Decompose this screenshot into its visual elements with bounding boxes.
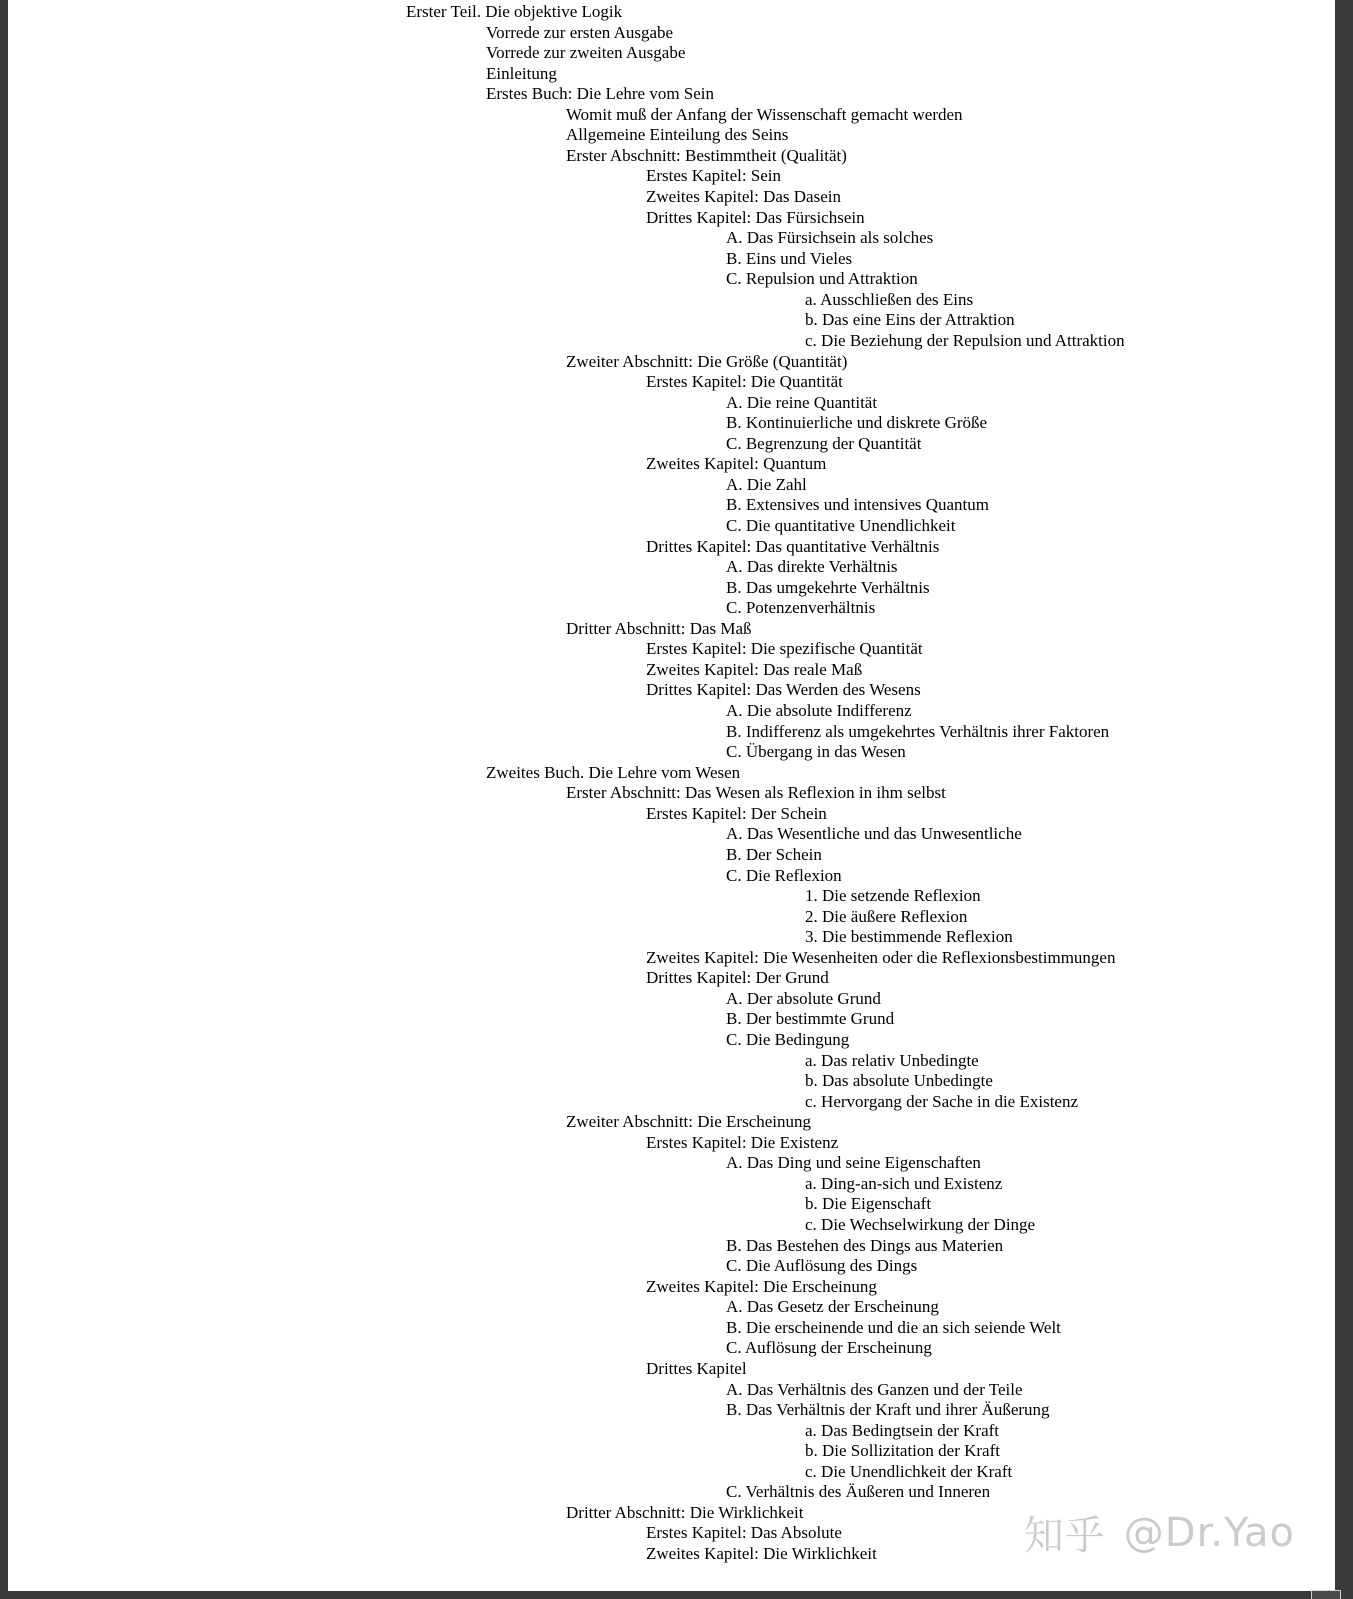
toc-entry-level-4: B. Indifferenz als umgekehrtes Verhältnis ihrer Faktoren: [726, 721, 1110, 741]
toc-entry-level-4: A. Der absolute Grund: [726, 988, 881, 1008]
watermark-handle: @Dr.Yao: [1123, 1509, 1295, 1556]
toc-entry-level-3: Zweites Kapitel: Das Dasein: [646, 187, 841, 207]
toc-entry-level-4: B. Extensives und intensives Quantum: [726, 495, 990, 515]
toc-entry-level-5: b. Das eine Eins der Attraktion: [805, 310, 1015, 330]
toc-entry-level-4: B. Das umgekehrte Verhältnis: [726, 577, 930, 597]
toc-entry-level-4: B. Eins und Vieles: [726, 248, 853, 268]
toc-entry-level-4: C. Verhältnis des Äußeren und Inneren: [726, 1482, 991, 1502]
toc-entry-level-4: B. Das Bestehen des Dings aus Materien: [726, 1235, 1004, 1255]
toc-entry-level-2: Zweiter Abschnitt: Die Größe (Quantität): [566, 351, 848, 371]
toc-entry-level-5: a. Ausschließen des Eins: [805, 289, 974, 309]
toc-entry-level-3: Zweites Kapitel: Die Wesenheiten oder die Reflexionsbestimmungen: [646, 947, 1116, 967]
toc-entry-level-4: B. Der Schein: [726, 844, 822, 864]
toc-entry-level-5: 3. Die bestimmende Reflexion: [805, 927, 1013, 947]
toc-entry-level-4: A. Das Fürsichsein als solches: [726, 228, 934, 248]
toc-entry-level-1: Vorrede zur zweiten Ausgabe: [486, 43, 686, 63]
toc-entry-level-5: 2. Die äußere Reflexion: [805, 906, 968, 926]
toc-entry-level-4: B. Die erscheinende und die an sich seiende Welt: [726, 1317, 1061, 1337]
toc-entry-level-0: Erster Teil. Die objektive Logik: [406, 2, 623, 21]
toc-entry-level-4: C. Auflösung der Erscheinung: [726, 1338, 932, 1358]
toc-entry-level-2: Zweiter Abschnitt: Die Erscheinung: [566, 1112, 812, 1132]
toc-entry-level-4: C. Übergang in das Wesen: [726, 742, 906, 762]
toc-entry-level-4: C. Potenzenverhältnis: [726, 598, 876, 618]
toc-entry-level-2: Dritter Abschnitt: Die Wirklichkeit: [566, 1502, 804, 1522]
toc-entry-level-2: Dritter Abschnitt: Das Maß: [566, 618, 752, 638]
toc-entry-level-1: Zweites Buch. Die Lehre vom Wesen: [486, 762, 741, 782]
toc-entry-level-3: Erstes Kapitel: Der Schein: [646, 803, 827, 823]
toc-entry-level-5: c. Die Unendlichkeit der Kraft: [805, 1461, 1013, 1481]
toc-entry-level-5: c. Die Beziehung der Repulsion und Attraktion: [805, 330, 1125, 350]
toc-entry-level-3: Erstes Kapitel: Die Existenz: [646, 1132, 839, 1152]
toc-entry-level-4: C. Die Auflösung des Dings: [726, 1256, 918, 1276]
watermark-brand: 知乎: [1023, 1513, 1106, 1559]
toc-entry-level-3: Zweites Kapitel: Das reale Maß: [646, 659, 863, 679]
toc-entry-level-3: Zweites Kapitel: Die Wirklichkeit: [646, 1544, 877, 1563]
toc-entry-level-5: a. Das Bedingtsein der Kraft: [805, 1420, 1000, 1440]
watermark: [1024, 1504, 1295, 1561]
toc-entry-level-4: A. Die reine Quantität: [726, 392, 878, 412]
toc-entry-level-3: Drittes Kapitel: Der Grund: [646, 968, 829, 988]
toc-entry-level-3: Zweites Kapitel: Quantum: [646, 454, 827, 474]
toc-entry-level-2: Erster Abschnitt: Das Wesen als Reflexion in ihm selbst: [566, 783, 946, 803]
toc-entry-level-1: Einleitung: [486, 63, 557, 83]
toc-entry-level-5: b. Die Eigenschaft: [805, 1194, 932, 1214]
toc-entry-level-1: Vorrede zur ersten Ausgabe: [486, 22, 674, 42]
toc-entry-level-3: Drittes Kapitel: Das quantitative Verhältnis: [646, 536, 940, 556]
toc-entry-level-4: A. Das Wesentliche und das Unwesentliche: [726, 824, 1022, 844]
toc-entry-level-2: Allgemeine Einteilung des Seins: [566, 125, 789, 145]
toc-entry-level-1: Erstes Buch: Die Lehre vom Sein: [486, 84, 715, 104]
toc-entry-level-5: c. Hervorgang der Sache in die Existenz: [805, 1091, 1079, 1111]
toc-entry-level-5: 1. Die setzende Reflexion: [805, 886, 981, 906]
toc-entry-level-4: A. Das direkte Verhältnis: [726, 557, 898, 577]
toc-entry-level-4: A. Die absolute Indifferenz: [726, 701, 912, 721]
toc-entry-level-3: Drittes Kapitel: Das Werden des Wesens: [646, 680, 921, 700]
toc-entry-level-3: Erstes Kapitel: Die spezifische Quantität: [646, 639, 923, 659]
toc-entry-level-3: Erstes Kapitel: Die Quantität: [646, 372, 843, 392]
toc-entry-level-4: A. Das Gesetz der Erscheinung: [726, 1297, 939, 1317]
toc-entry-level-5: b. Das absolute Unbedingte: [805, 1071, 993, 1091]
toc-entry-level-4: A. Das Ding und seine Eigenschaften: [726, 1153, 981, 1173]
toc-entry-level-4: B. Das Verhältnis der Kraft und ihrer Äußerung: [726, 1400, 1050, 1420]
toc-entry-level-3: Zweites Kapitel: Die Erscheinung: [646, 1276, 877, 1296]
scrollbar-corner[interactable]: [1311, 1590, 1341, 1599]
toc-entry-level-5: b. Die Sollizitation der Kraft: [805, 1441, 1000, 1461]
toc-entry-level-3: Erstes Kapitel: Das Absolute: [646, 1523, 842, 1543]
toc-entry-level-5: a. Ding-an-sich und Existenz: [805, 1173, 1003, 1193]
toc-entry-level-4: B. Kontinuierliche und diskrete Größe: [726, 413, 988, 433]
toc-entry-level-4: C. Die Bedingung: [726, 1030, 850, 1049]
toc-entry-level-2: Erster Abschnitt: Bestimmtheit (Qualität): [566, 145, 847, 165]
toc-entry-level-5: a. Das relativ Unbedingte: [805, 1050, 979, 1070]
toc-entry-level-4: C. Begrenzung der Quantität: [726, 433, 922, 453]
toc-entry-level-4: C. Die Reflexion: [726, 865, 842, 885]
toc-entry-level-5: c. Die Wechselwirkung der Dinge: [805, 1215, 1036, 1235]
document-page: [8, 0, 1335, 1591]
toc-entry-level-4: B. Der bestimmte Grund: [726, 1009, 895, 1029]
toc-entry-level-4: A. Die Zahl: [726, 474, 807, 494]
toc-entry-level-3: Erstes Kapitel: Sein: [646, 166, 782, 186]
toc-entry-level-4: A. Das Verhältnis des Ganzen und der Teile: [726, 1379, 1023, 1399]
toc-entry-level-3: Drittes Kapitel: Das Fürsichsein: [646, 207, 865, 227]
toc-entry-level-2: Womit muß der Anfang der Wissenschaft gemacht werden: [566, 104, 963, 124]
toc-entry-level-4: C. Repulsion und Attraktion: [726, 269, 918, 289]
toc-entry-level-4: C. Die quantitative Unendlichkeit: [726, 516, 956, 535]
toc-entry-level-3: Drittes Kapitel: [646, 1358, 747, 1378]
